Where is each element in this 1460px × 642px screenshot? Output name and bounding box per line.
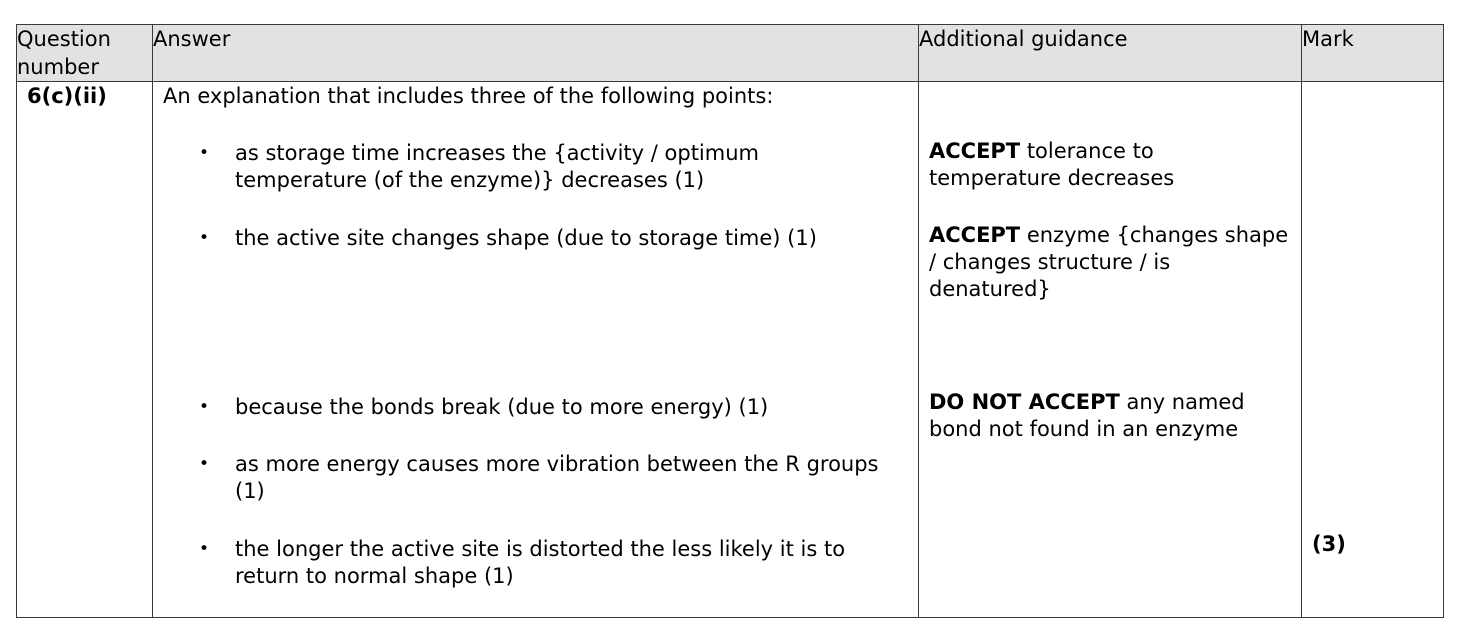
answer-point-1 bbox=[199, 140, 889, 194]
answer-point-text: as more energy causes more vibration between the R groups (1) bbox=[235, 452, 879, 503]
header-question-number: Question number bbox=[17, 25, 153, 82]
answer-point-5 bbox=[199, 536, 889, 590]
answer-point-text: because the bonds break (due to more energy) (1) bbox=[235, 395, 769, 419]
guidance-keyword: ACCEPT bbox=[929, 223, 1021, 247]
question-number: 6(c)(ii) bbox=[27, 84, 107, 108]
guidance-keyword: DO NOT ACCEPT bbox=[929, 390, 1120, 414]
guidance-cell bbox=[919, 82, 1302, 618]
answer-point-4 bbox=[199, 451, 889, 505]
mark-cell bbox=[1302, 82, 1444, 618]
mark-scheme-table bbox=[16, 24, 1444, 618]
header-answer: Answer bbox=[153, 25, 919, 82]
table-row bbox=[17, 82, 1444, 618]
bullet-icon: • bbox=[199, 397, 210, 417]
answer-point-3 bbox=[199, 394, 889, 421]
answer-point-2 bbox=[199, 225, 889, 252]
question-number-cell bbox=[17, 82, 153, 618]
guidance-text: tolerance to temperature decreases bbox=[929, 139, 1175, 190]
answer-intro: An explanation that includes three of the following points: bbox=[163, 84, 774, 108]
table-header-row bbox=[17, 25, 1444, 82]
answer-cell bbox=[153, 82, 919, 618]
guidance-note-3 bbox=[929, 389, 1289, 443]
guidance-text: enzyme {changes shape / changes structure / is denatured} bbox=[929, 223, 1289, 301]
bullet-icon: • bbox=[199, 539, 210, 559]
bullet-icon: • bbox=[199, 143, 210, 163]
bullet-icon: • bbox=[199, 228, 210, 248]
guidance-text: any named bond not found in an enzyme bbox=[929, 390, 1245, 441]
header-mark: Mark bbox=[1302, 25, 1444, 82]
guidance-keyword: ACCEPT bbox=[929, 139, 1021, 163]
guidance-note-1 bbox=[929, 138, 1289, 192]
answer-point-text: the longer the active site is distorted the less likely it is to return to normal shape (1) bbox=[235, 537, 846, 588]
answer-point-text: as storage time increases the {activity / optimum temperature (of the enzyme)} decreases (1) bbox=[235, 141, 759, 192]
answer-point-text: the active site changes shape (due to storage time) (1) bbox=[235, 226, 817, 250]
guidance-note-2 bbox=[929, 222, 1289, 303]
bullet-icon: • bbox=[199, 454, 210, 474]
mark-scheme-container bbox=[16, 24, 1443, 618]
mark-value: (3) bbox=[1312, 532, 1346, 556]
header-additional-guidance: Additional guidance bbox=[919, 25, 1302, 82]
